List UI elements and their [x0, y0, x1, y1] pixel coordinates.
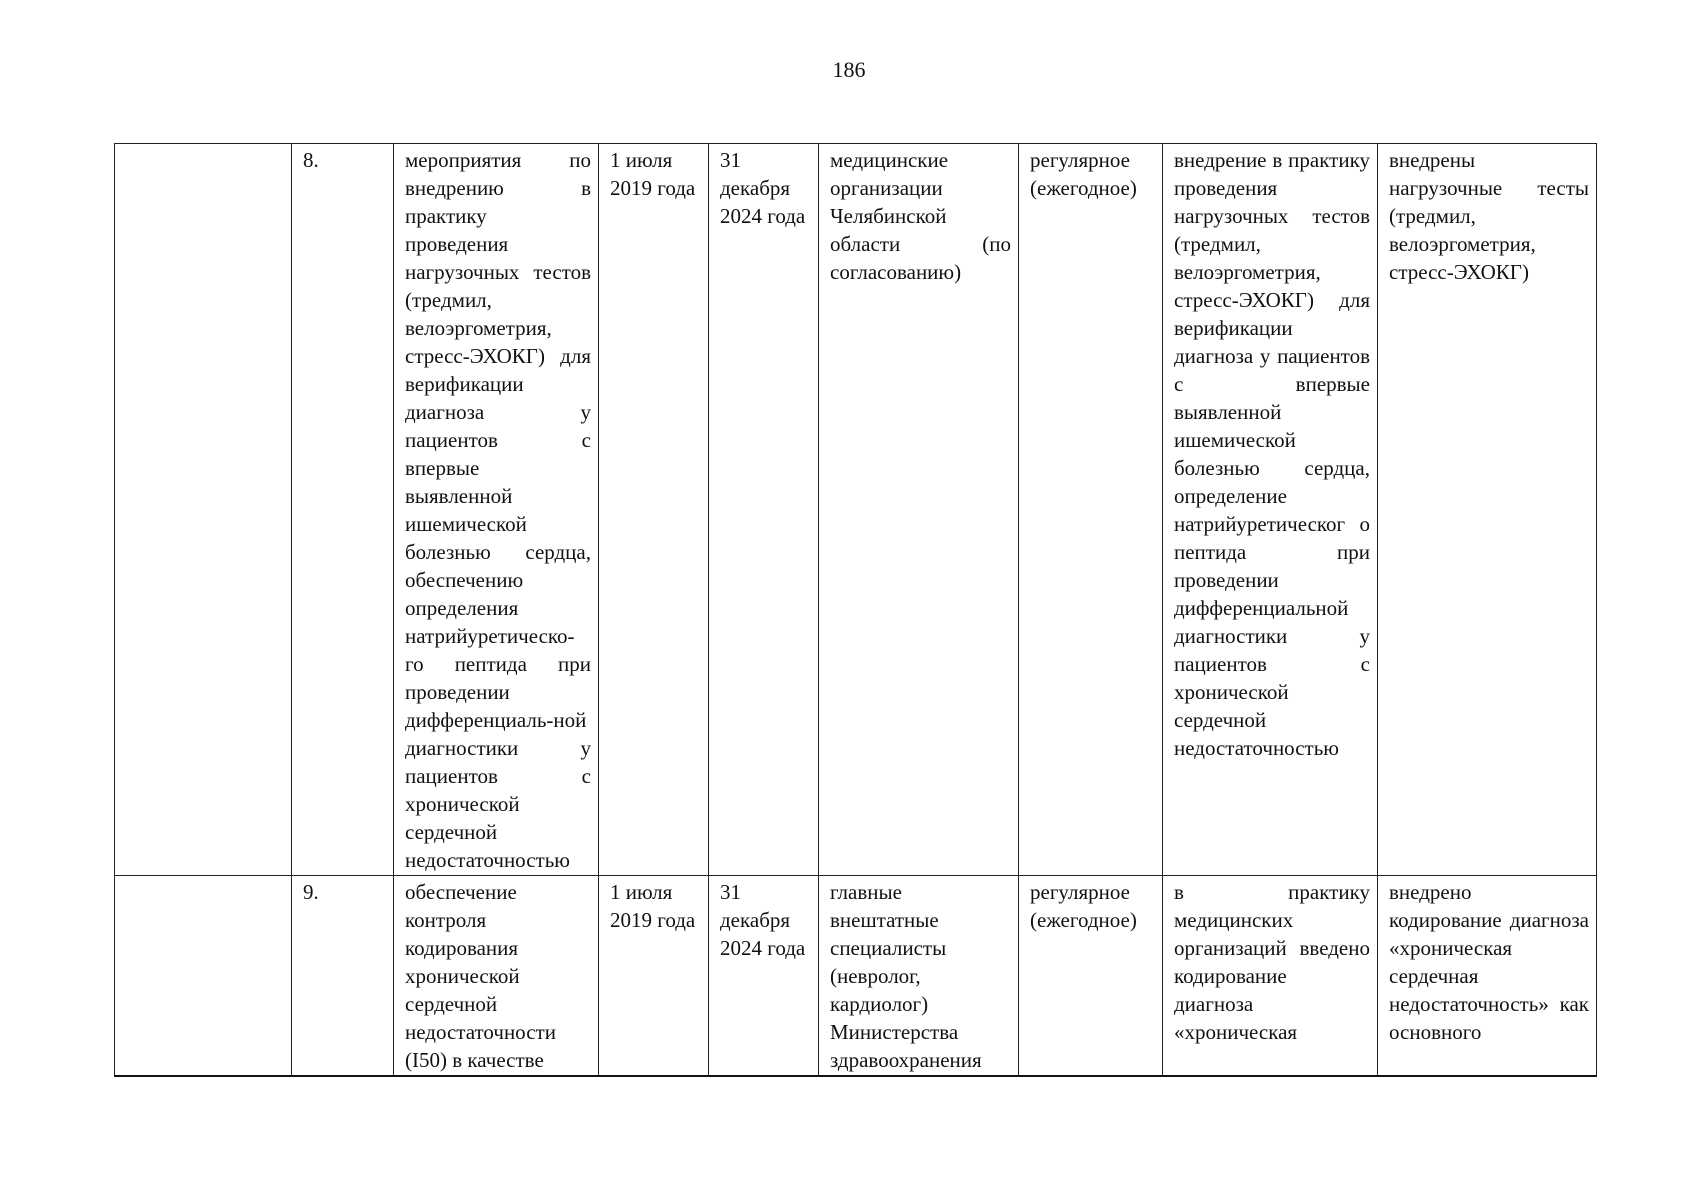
indicator-cell: [1378, 876, 1597, 1077]
end-date-cell: [709, 876, 819, 1077]
end-date: 31 декабря 2024 года: [720, 148, 806, 228]
indicator-cell: [1378, 144, 1597, 876]
row-number: 9.: [303, 880, 319, 904]
table-row: [115, 144, 1597, 876]
result-cell: [1163, 876, 1378, 1077]
start-date: 1 июля 2019 года: [610, 880, 696, 932]
responsible-cell: [819, 876, 1019, 1077]
periodicity-cell: [1019, 144, 1163, 876]
result-cell: [1163, 144, 1378, 876]
page-number: 186: [832, 57, 866, 82]
row-number: 8.: [303, 148, 319, 172]
event-text: мероприятия по внедрению в практику проведения нагрузочных тестов (тредмил, велоэргометрия, стресс-ЭХОКГ) для верификации диагноза у пациентов с впервые выявленной ишемической болезнью сердца, обеспечению определения натрийуретическо-го пептида при проведении дифференциаль-ной диагностики у пациентов с хронической сердечной недостаточностью: [405, 148, 591, 872]
end-date-cell: [709, 144, 819, 876]
indicator-text: внедрены нагрузочные тесты (тредмил, велоэргометрия, стресс-ЭХОКГ): [1389, 148, 1589, 284]
event-cell: [394, 876, 599, 1077]
result-text: внедрение в практику проведения нагрузочных тестов (тредмил, велоэргометрия, стресс-ЭХОКГ) для верификации диагноза у пациентов с впервые выявленной ишемической болезнью сердца, определение натрийуретическог о пептида при проведении дифференциальной диагностики у пациентов с хронической сердечной недостаточностью: [1174, 148, 1370, 760]
start-date-cell: [599, 144, 709, 876]
start-date: 1 июля 2019 года: [610, 148, 696, 200]
event-cell: [394, 144, 599, 876]
row-number-cell: [292, 876, 394, 1077]
indicator-text: внедрено кодирование диагноза «хроническая сердечная недостаточность» как основного: [1389, 880, 1589, 1044]
responsible-text: главные внештатные специалисты (невролог, кардиолог) Министерства здравоохранения: [830, 880, 982, 1072]
measures-table: [114, 143, 1597, 1077]
periodicity-text: регулярное (ежегодное): [1030, 148, 1137, 200]
result-text: в практику медицинских организаций введено кодирование диагноза «хроническая: [1174, 880, 1370, 1044]
responsible-cell: [819, 144, 1019, 876]
empty-cell: [115, 876, 292, 1077]
end-date: 31 декабря 2024 года: [720, 880, 806, 960]
empty-cell: [115, 144, 292, 876]
start-date-cell: [599, 876, 709, 1077]
event-text: обеспечение контроля кодирования хронической сердечной недостаточности (I50) в качестве: [405, 880, 556, 1072]
periodicity-cell: [1019, 876, 1163, 1077]
table-row: [115, 876, 1597, 1077]
row-number-cell: [292, 144, 394, 876]
periodicity-text: регулярное (ежегодное): [1030, 880, 1137, 932]
responsible-text: медицинские организации Челябинской области (по согласованию): [830, 148, 1011, 284]
